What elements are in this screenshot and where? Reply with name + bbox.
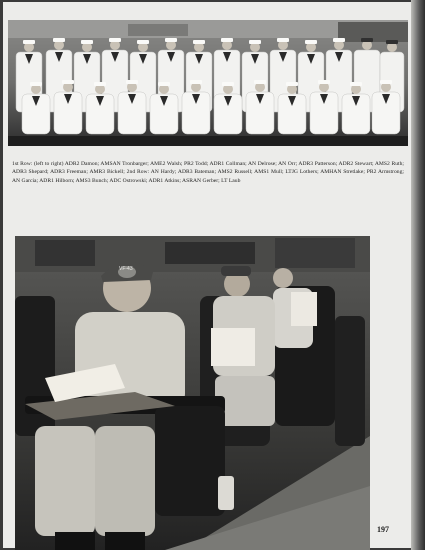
book-spine — [411, 0, 425, 550]
photo-caption: 1st Row: (left to right) ADR2 Damon; AMSAN Tronbarger; AME2 Walsh; PR2 Todd; ADR1 Collman; AN Delrose; AN Orr; ADR3 Patterson; ADR2 Stewart; AMS2 Ruth; ADR3 Shepard; ADR3 Freeman; AMR3 Bickell; 2nd Row: AN Hardy; ADR3 Bateman; AMS2 Russell; AMS1 Mull; LTJG Lothers; AMHAN Stretlake; PR2 Armstrong; AN Garcia; ADR1 Hilborn; AMS3 Bunch; ADC Ostrowski; ADR1 Atkins; ASRAN Gerber; LT Laub — [12, 160, 404, 184]
ready-room-photo — [15, 236, 370, 550]
group-photo-image — [8, 20, 408, 146]
ready-room-photo-image — [15, 236, 370, 550]
group-photo — [8, 20, 408, 146]
cap-emblem-label: VF-43 — [119, 266, 133, 272]
page-number: 197 — [377, 525, 389, 534]
